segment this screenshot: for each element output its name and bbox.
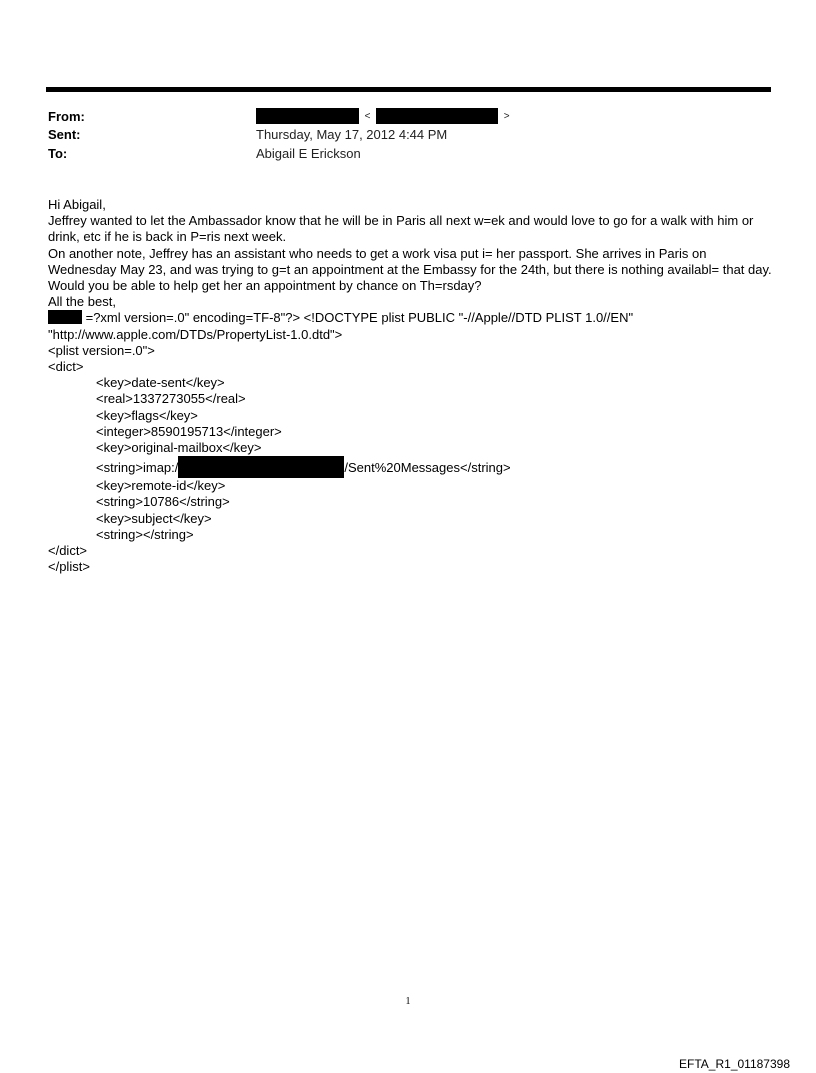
closing: All the best, [48, 294, 116, 310]
plist-line: <real>1337273055</real> [96, 391, 246, 407]
paragraph: Jeffrey wanted to let the Ambassador know that he will be in Paris all next w=ek and would love to go for a walk with him or drink, etc if he is back in P=ris next week. [48, 213, 754, 245]
sent-value: Thursday, May 17, 2012 4:44 PM [256, 127, 448, 142]
paragraph: On another note, Jeffrey has an assistant who needs to get a work visa put i= her passport. She arrives in Paris on Wednesday May 23, and was trying to g=t an appointment at the Embassy for the 24th, but there is nothing availabl= that day. Would you be able to help get her an appointment by chance on Th=rsday? [48, 245, 772, 294]
greeting: Hi Abigail, [48, 197, 106, 212]
plist-line: <key>remote-id</key> [96, 478, 226, 494]
dict-open: <dict> [48, 359, 84, 375]
from-lt: < [364, 111, 371, 122]
imap-suffix: /Sent%20Messages</string> [344, 460, 511, 476]
plist-line: <string></string> [96, 526, 194, 542]
to-label: To: [48, 146, 68, 161]
redaction-box [178, 456, 344, 478]
imap-prefix: <string>imap:/ [96, 460, 179, 476]
redaction-box [256, 108, 359, 124]
redaction-box [376, 108, 498, 124]
email-body [48, 197, 778, 575]
plist-line: <integer>8590195713</integer> [96, 423, 282, 439]
plist-line: <key>date-sent</key> [96, 375, 225, 391]
plist-close: </plist> [48, 559, 90, 575]
xml-declaration: =?xml version=.0" encoding=TF-8"?> <!DOCTYPE plist PUBLIC "-//Apple//DTD PLIST 1.0//EN" [82, 310, 634, 326]
page-number: 1 [405, 996, 411, 1007]
top-rule [46, 87, 771, 92]
xml-declaration-line [48, 310, 778, 326]
plist-imap-line [48, 456, 778, 478]
document-id: EFTA_R1_01187398 [679, 1057, 790, 1071]
sent-label: Sent: [48, 127, 81, 142]
dict-close: </dict> [48, 543, 88, 559]
redaction-box [48, 310, 82, 324]
plist-line: <key>flags</key> [96, 407, 198, 423]
from-label: From: [48, 109, 85, 124]
plist-open: <plist version=.0"> [48, 342, 155, 358]
from-value [256, 107, 510, 124]
to-value: Abigail E Erickson [256, 146, 361, 161]
plist-line: <string>10786</string> [96, 494, 230, 510]
plist-line: <key>subject</key> [96, 510, 212, 526]
dtd-url: "http://www.apple.com/DTDs/PropertyList-1.0.dtd"> [48, 326, 343, 342]
plist-line: <key>original-mailbox</key> [96, 440, 262, 456]
from-gt: > [503, 111, 510, 122]
